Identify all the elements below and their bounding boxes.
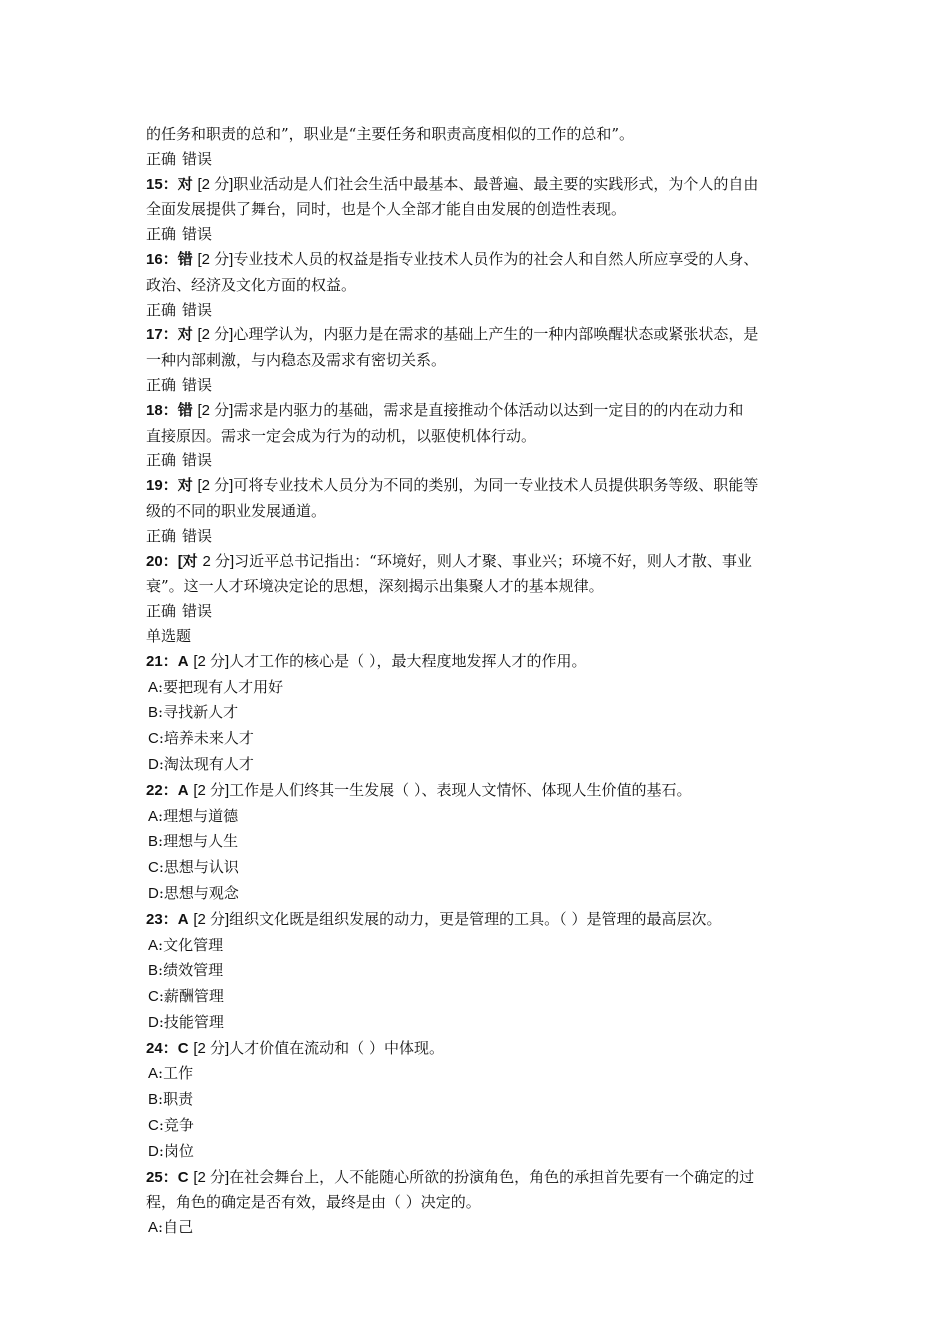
option-c [146, 726, 826, 752]
question-18 [146, 398, 826, 473]
option-correct: 正确 [146, 451, 177, 470]
question-answer: 对 [177, 326, 193, 344]
option-key: D [148, 755, 159, 773]
true-false-options [146, 448, 826, 473]
question-line [146, 549, 826, 575]
question-22 [146, 778, 826, 907]
question-text: 组织文化既是组织发展的动力，更是管理的工具。（ ）是管理的最高层次。 [229, 909, 722, 928]
option-correct: 正确 [146, 300, 177, 319]
option-correct: 正确 [146, 149, 177, 168]
question-answer: 对 [177, 477, 193, 495]
option-c [146, 855, 826, 881]
question-number: 23： [146, 910, 178, 928]
option-text: :理想与道德 [158, 806, 239, 825]
question-score: 2 分] [202, 552, 235, 570]
question-text: 习近平总书记指出：“环境好，则人才聚、事业兴；环境不好，则人才散、事业 [234, 551, 752, 570]
question-score: [2 分] [193, 781, 230, 799]
question-number: 21： [146, 652, 178, 670]
question-line [146, 778, 826, 804]
option-text: :岗位 [158, 1141, 194, 1160]
option-key: B [148, 704, 159, 722]
question-text: 工作是人们终其一生发展（ ）、表现人文情怀、体现人生价值的基石。 [229, 780, 692, 799]
option-wrong: 错误 [182, 526, 213, 545]
question-text: 在社会舞台上，人不能随心所欲的扮演角色，角色的承担首先要有一个确定的过 [229, 1167, 755, 1186]
option-key: C [148, 859, 159, 877]
question-number: 20： [146, 552, 178, 570]
option-d [146, 1010, 826, 1036]
option-a [146, 675, 826, 701]
option-b [146, 829, 826, 855]
question-score: [2 分] [193, 652, 230, 670]
question-number: 15： [146, 175, 178, 193]
option-d [146, 1139, 826, 1165]
question-score: [2 分] [193, 910, 230, 928]
question-number: 22： [146, 781, 178, 799]
question-text: 可将专业技术人员分为不同的类别，为同一专业技术人员提供职务等级、职能等 [233, 476, 759, 495]
option-text: :培养未来人才 [158, 729, 254, 748]
question-text-continued: 全面发展提供了舞台，同时，也是个人全部才能自由发展的创造性表现。 [146, 200, 627, 219]
option-a [146, 1215, 826, 1241]
question-text: 专业技术人员的权益是指专业技术人员作为的社会人和自然人所应享受的人身、 [233, 249, 759, 268]
option-text: :竞争 [158, 1116, 194, 1135]
question-score: [2 分] [197, 175, 234, 193]
question-15 [146, 172, 826, 247]
question-number: 16： [146, 250, 178, 268]
true-false-options [146, 524, 826, 549]
option-key: D [148, 1142, 159, 1160]
question-score: [2 分] [197, 401, 234, 419]
question-17 [146, 322, 826, 397]
option-text: :要把现有人才用好 [158, 677, 284, 696]
question-line [146, 473, 826, 499]
option-key: A [148, 1219, 159, 1237]
option-text: :薪酬管理 [158, 987, 224, 1006]
true-false-options [146, 147, 826, 172]
option-b [146, 1087, 826, 1113]
option-a [146, 933, 826, 959]
question-19 [146, 473, 826, 548]
option-b [146, 958, 826, 984]
question-text-continued: 衰”。这一人才环境决定论的思想，深刻揭示出集聚人才的基本规律。 [146, 577, 604, 596]
question-answer: A [177, 910, 189, 928]
option-text: :思想与认识 [158, 858, 239, 877]
question-score: [2 分] [193, 1168, 230, 1186]
option-text: :职责 [158, 1090, 194, 1109]
option-key: C [148, 1117, 159, 1135]
question-line [146, 172, 826, 198]
option-d [146, 752, 826, 778]
option-wrong: 错误 [182, 375, 213, 394]
question-number: 25： [146, 1168, 178, 1186]
option-wrong: 错误 [182, 451, 213, 470]
question-line [146, 1036, 826, 1062]
question-number: 19： [146, 477, 178, 495]
question-23 [146, 907, 826, 1036]
question-25 [146, 1165, 826, 1241]
question-score: [2 分] [193, 1039, 230, 1057]
option-correct: 正确 [146, 375, 177, 394]
option-text: :绩效管理 [158, 961, 224, 980]
option-text: :理想与人生 [158, 832, 239, 851]
option-text: :自己 [158, 1218, 194, 1237]
question-answer: A [177, 652, 189, 670]
document-page [146, 122, 826, 1241]
question-21 [146, 649, 826, 778]
question-line [146, 398, 826, 424]
question-text: 人才工作的核心是（ ），最大程度地发挥人才的作用。 [229, 651, 587, 670]
question-answer: C [177, 1039, 189, 1057]
option-key: C [148, 730, 159, 748]
question-line [146, 907, 826, 933]
option-key: B [148, 833, 159, 851]
question-text: 心理学认为，内驱力是在需求的基础上产生的一种内部唤醒状态或紧张状态，是 [233, 325, 759, 344]
option-d [146, 881, 826, 907]
section-title: 单选题 [146, 626, 192, 645]
question-line [146, 322, 826, 348]
question-answer: A [177, 781, 189, 799]
option-key: D [148, 884, 159, 902]
question-number: 17： [146, 326, 178, 344]
option-correct: 正确 [146, 526, 177, 545]
option-c [146, 1113, 826, 1139]
option-key: A [148, 678, 159, 696]
option-text: :工作 [158, 1064, 194, 1083]
option-a [146, 1061, 826, 1087]
question-text: 职业活动是人们社会生活中最基本、最普遍、最主要的实践形式，为个人的自由 [233, 174, 759, 193]
option-text: :淘汰现有人才 [158, 754, 254, 773]
option-wrong: 错误 [182, 300, 213, 319]
continuation-text: 的任务和职责的总和”，职业是“主要任务和职责高度相似的工作的总和”。 [146, 125, 635, 143]
true-false-options [146, 599, 826, 624]
question-number: 18： [146, 401, 178, 419]
option-text: :思想与观念 [158, 883, 239, 902]
option-key: D [148, 1013, 159, 1031]
option-correct: 正确 [146, 602, 177, 621]
question-16 [146, 247, 826, 322]
question-score: [2 分] [197, 477, 234, 495]
option-text: :文化管理 [158, 935, 224, 954]
option-key: A [148, 1065, 159, 1083]
question-24 [146, 1036, 826, 1165]
option-key: B [148, 1091, 159, 1109]
question-answer: [对 [177, 552, 198, 570]
question-line [146, 649, 826, 675]
question-line [146, 1165, 826, 1191]
question-text-continued: 政治、经济及文化方面的权益。 [146, 275, 357, 294]
option-wrong: 错误 [182, 149, 213, 168]
question-answer: 错 [177, 401, 193, 419]
question-answer: 错 [177, 250, 193, 268]
question-answer: C [177, 1168, 189, 1186]
question-score: [2 分] [197, 250, 234, 268]
option-text: :技能管理 [158, 1012, 224, 1031]
question-20 [146, 549, 826, 624]
question-text-continued: 级的不同的职业发展通道。 [146, 501, 327, 520]
true-false-options [146, 222, 826, 247]
question-text-continued: 直接原因。需求一定会成为行为的动机，以驱使机体行动。 [146, 426, 537, 445]
question-number: 24： [146, 1039, 178, 1057]
option-key: C [148, 988, 159, 1006]
option-text: :寻找新人才 [158, 703, 239, 722]
true-false-options [146, 298, 826, 323]
option-key: A [148, 807, 159, 825]
question-answer: 对 [177, 175, 193, 193]
option-c [146, 984, 826, 1010]
true-false-options [146, 373, 826, 398]
option-wrong: 错误 [182, 225, 213, 244]
option-a [146, 804, 826, 830]
question-text-continued: 程，角色的确定是否有效，最终是由（ ）决定的。 [146, 1193, 481, 1212]
question-text-continued: 一种内部刺激，与内稳态及需求有密切关系。 [146, 351, 447, 370]
option-b [146, 700, 826, 726]
question-text: 人才价值在流动和（ ）中体现。 [229, 1038, 444, 1057]
option-key: A [148, 936, 159, 954]
option-correct: 正确 [146, 225, 177, 244]
option-wrong: 错误 [182, 602, 213, 621]
question-score: [2 分] [197, 326, 234, 344]
question-text: 需求是内驱力的基础，需求是直接推动个体活动以达到一定目的的内在动力和 [233, 400, 744, 419]
option-key: B [148, 962, 159, 980]
question-line [146, 247, 826, 273]
